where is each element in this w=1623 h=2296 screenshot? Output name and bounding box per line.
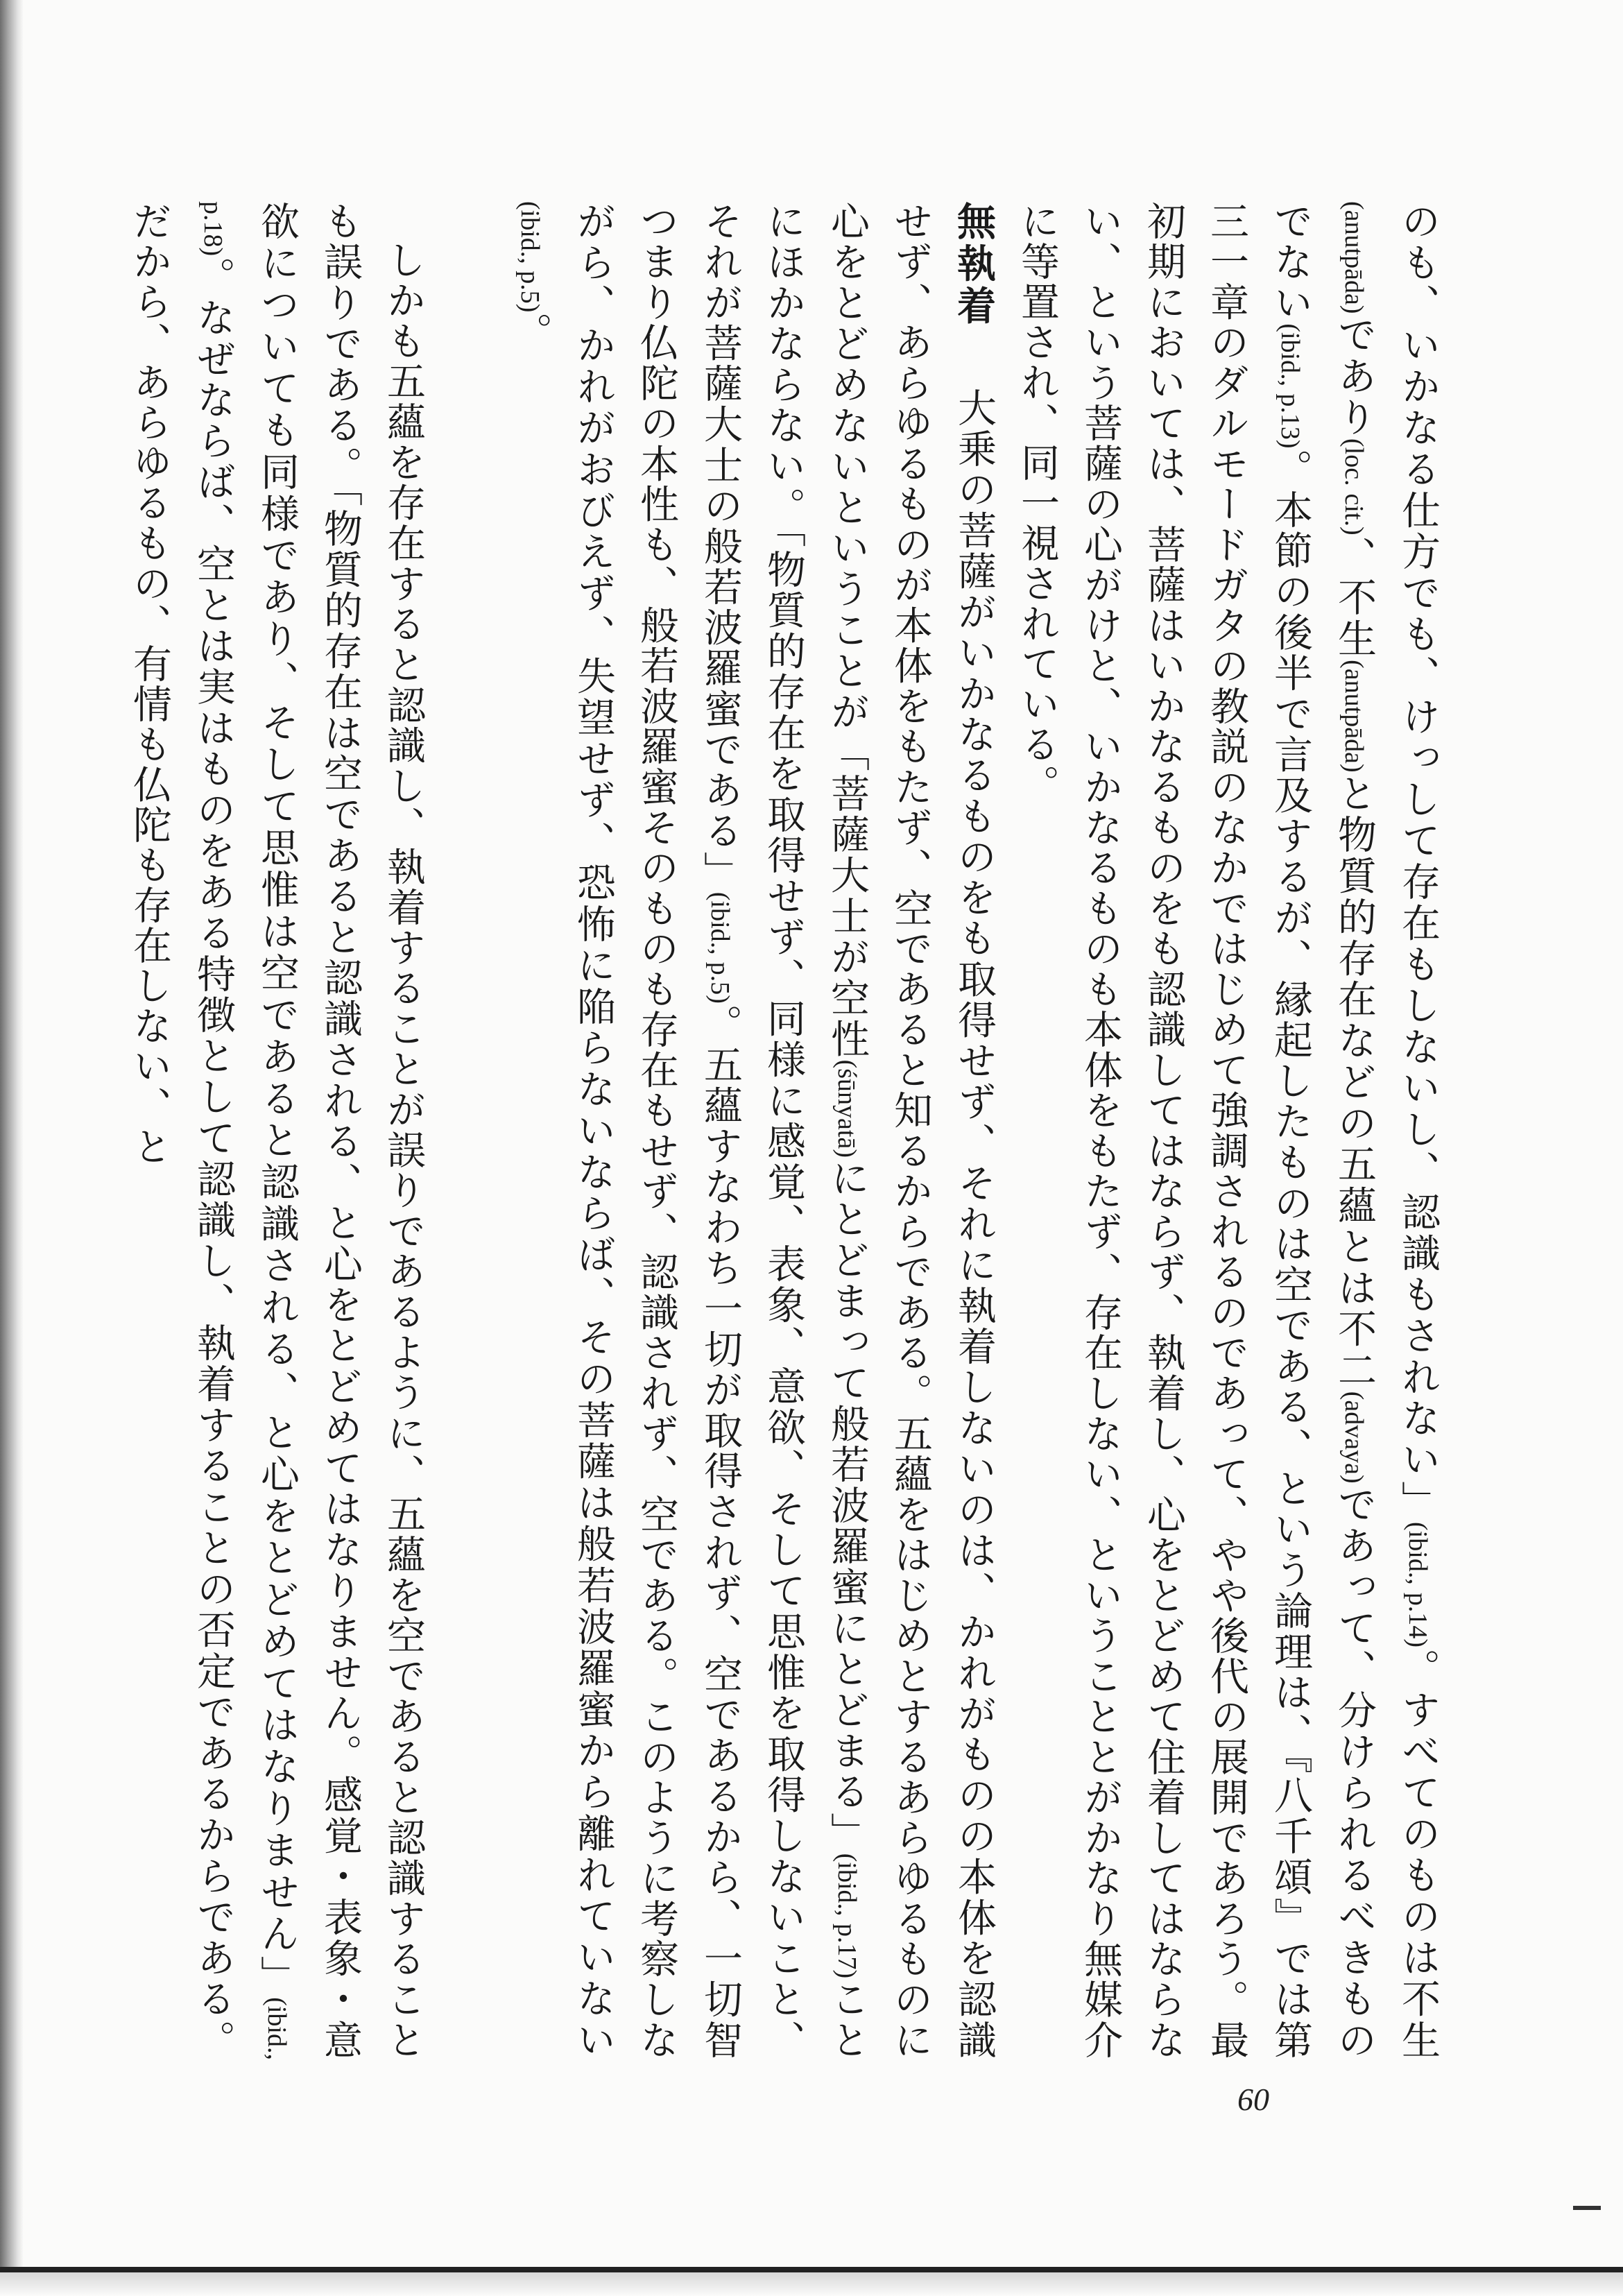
text-run: 大乗の菩薩がいかなるものをも取得せず、それに執着しないのは、かれがものの本体を認識せず、あらゆるものが本体をもたず、空であると知るからである。五蘊をはじめとするあらゆるものに心をとどめないということが「菩薩大士が空性 [825, 201, 997, 2061]
text-run: のも、いかなる仕方でも、けっして存在もしないし、認識もされない」 [1396, 201, 1441, 1523]
text-run: であって、分けられるべきものでない [1268, 201, 1377, 2061]
text-run: 。なぜならば、空とは実はものをある特徴として認識し、執着することの否定であるからである。だから、あらゆるもの、有情も仏陀も存在しない、と [127, 201, 236, 2060]
vertical-text-body [118, 201, 1450, 2060]
romanized-term: (advaya) [1339, 1391, 1368, 1484]
text-run: 、不生 [1332, 535, 1377, 660]
romanized-term: (śūnyatā) [832, 1059, 861, 1158]
paragraph-continued [1006, 201, 1450, 2060]
text-run: ことにほかならない。「物質的存在を取得せず、同様に感覚、表象、意欲、そして思惟を取得しないこと、それが菩薩大士の般若波羅蜜である」 [698, 201, 870, 2061]
citation: (ibid., p.5) [705, 891, 735, 1004]
romanized-term: (anutpāda) [1339, 660, 1368, 773]
citation: (ibid., p.14) [1403, 1522, 1432, 1647]
citation: (ibid., p.17) [832, 1853, 861, 1979]
text-run: にとどまって般若波羅蜜にとどまる」 [825, 1157, 870, 1853]
text-run: 。すべてのものは不生 [1396, 1647, 1441, 2060]
text-run: 。本節の後半で言及するが、縁起したものは空である、という論理は、『八千頌』では第三一章のダルモードガタの教説のなかではじめて強調されるのであって、やや後代の展開であろう。最初期においては、菩薩はいかなるものをも認識してはならず、執着し、心をとどめて住着してはならない、という菩薩の心がけと、いかなるものも本体をもたず、存在しない、ということとがかなり無媒介に等置され、同一視されている。 [1015, 201, 1313, 2060]
binding-shadow [0, 0, 24, 2296]
edge-mark [1573, 2206, 1601, 2210]
citation: (ibid., p.13) [1276, 323, 1305, 449]
bottom-edge-shade [0, 2272, 1623, 2296]
bottom-edge-rule [0, 2267, 1623, 2272]
romanized-term: (anutpāda) [1339, 201, 1368, 314]
paragraph [118, 201, 435, 2060]
citation: (ibid., p.5) [515, 201, 544, 313]
text-run: 。 [508, 312, 553, 353]
citation: (loc. cit.) [1339, 438, 1368, 536]
text-run: しかも五蘊を存在すると認識し、執着することが誤りであるように、五蘊を空であると認識することも誤りである。「物質的存在は空であると認識される、と心をとどめてはなりません。感覚・表象・意欲についても同様であり、そして思惟は空であると認識される、と心をとどめてはなりません」 [255, 201, 426, 2061]
text-run: と物質的存在などの五蘊とは不二 [1332, 772, 1377, 1391]
citation: (ibid., p.18) [198, 201, 291, 2060]
text-run: であり [1332, 314, 1377, 438]
text-run: 。五蘊すなわち一切が取得されず、空であるから、一切智つまり仏陀の本性も、般若波羅蜜そのものも存在もせず、認識されず、空である。このように考察しながら、かれがおびえず、失望せず、恐怖に陥らないならば、その菩薩は般若波羅蜜から離れていない [571, 201, 743, 2061]
section-heading: 無執着 [951, 201, 997, 328]
section-paragraph [498, 201, 1006, 2060]
page-number: 60 [1237, 2082, 1269, 2117]
